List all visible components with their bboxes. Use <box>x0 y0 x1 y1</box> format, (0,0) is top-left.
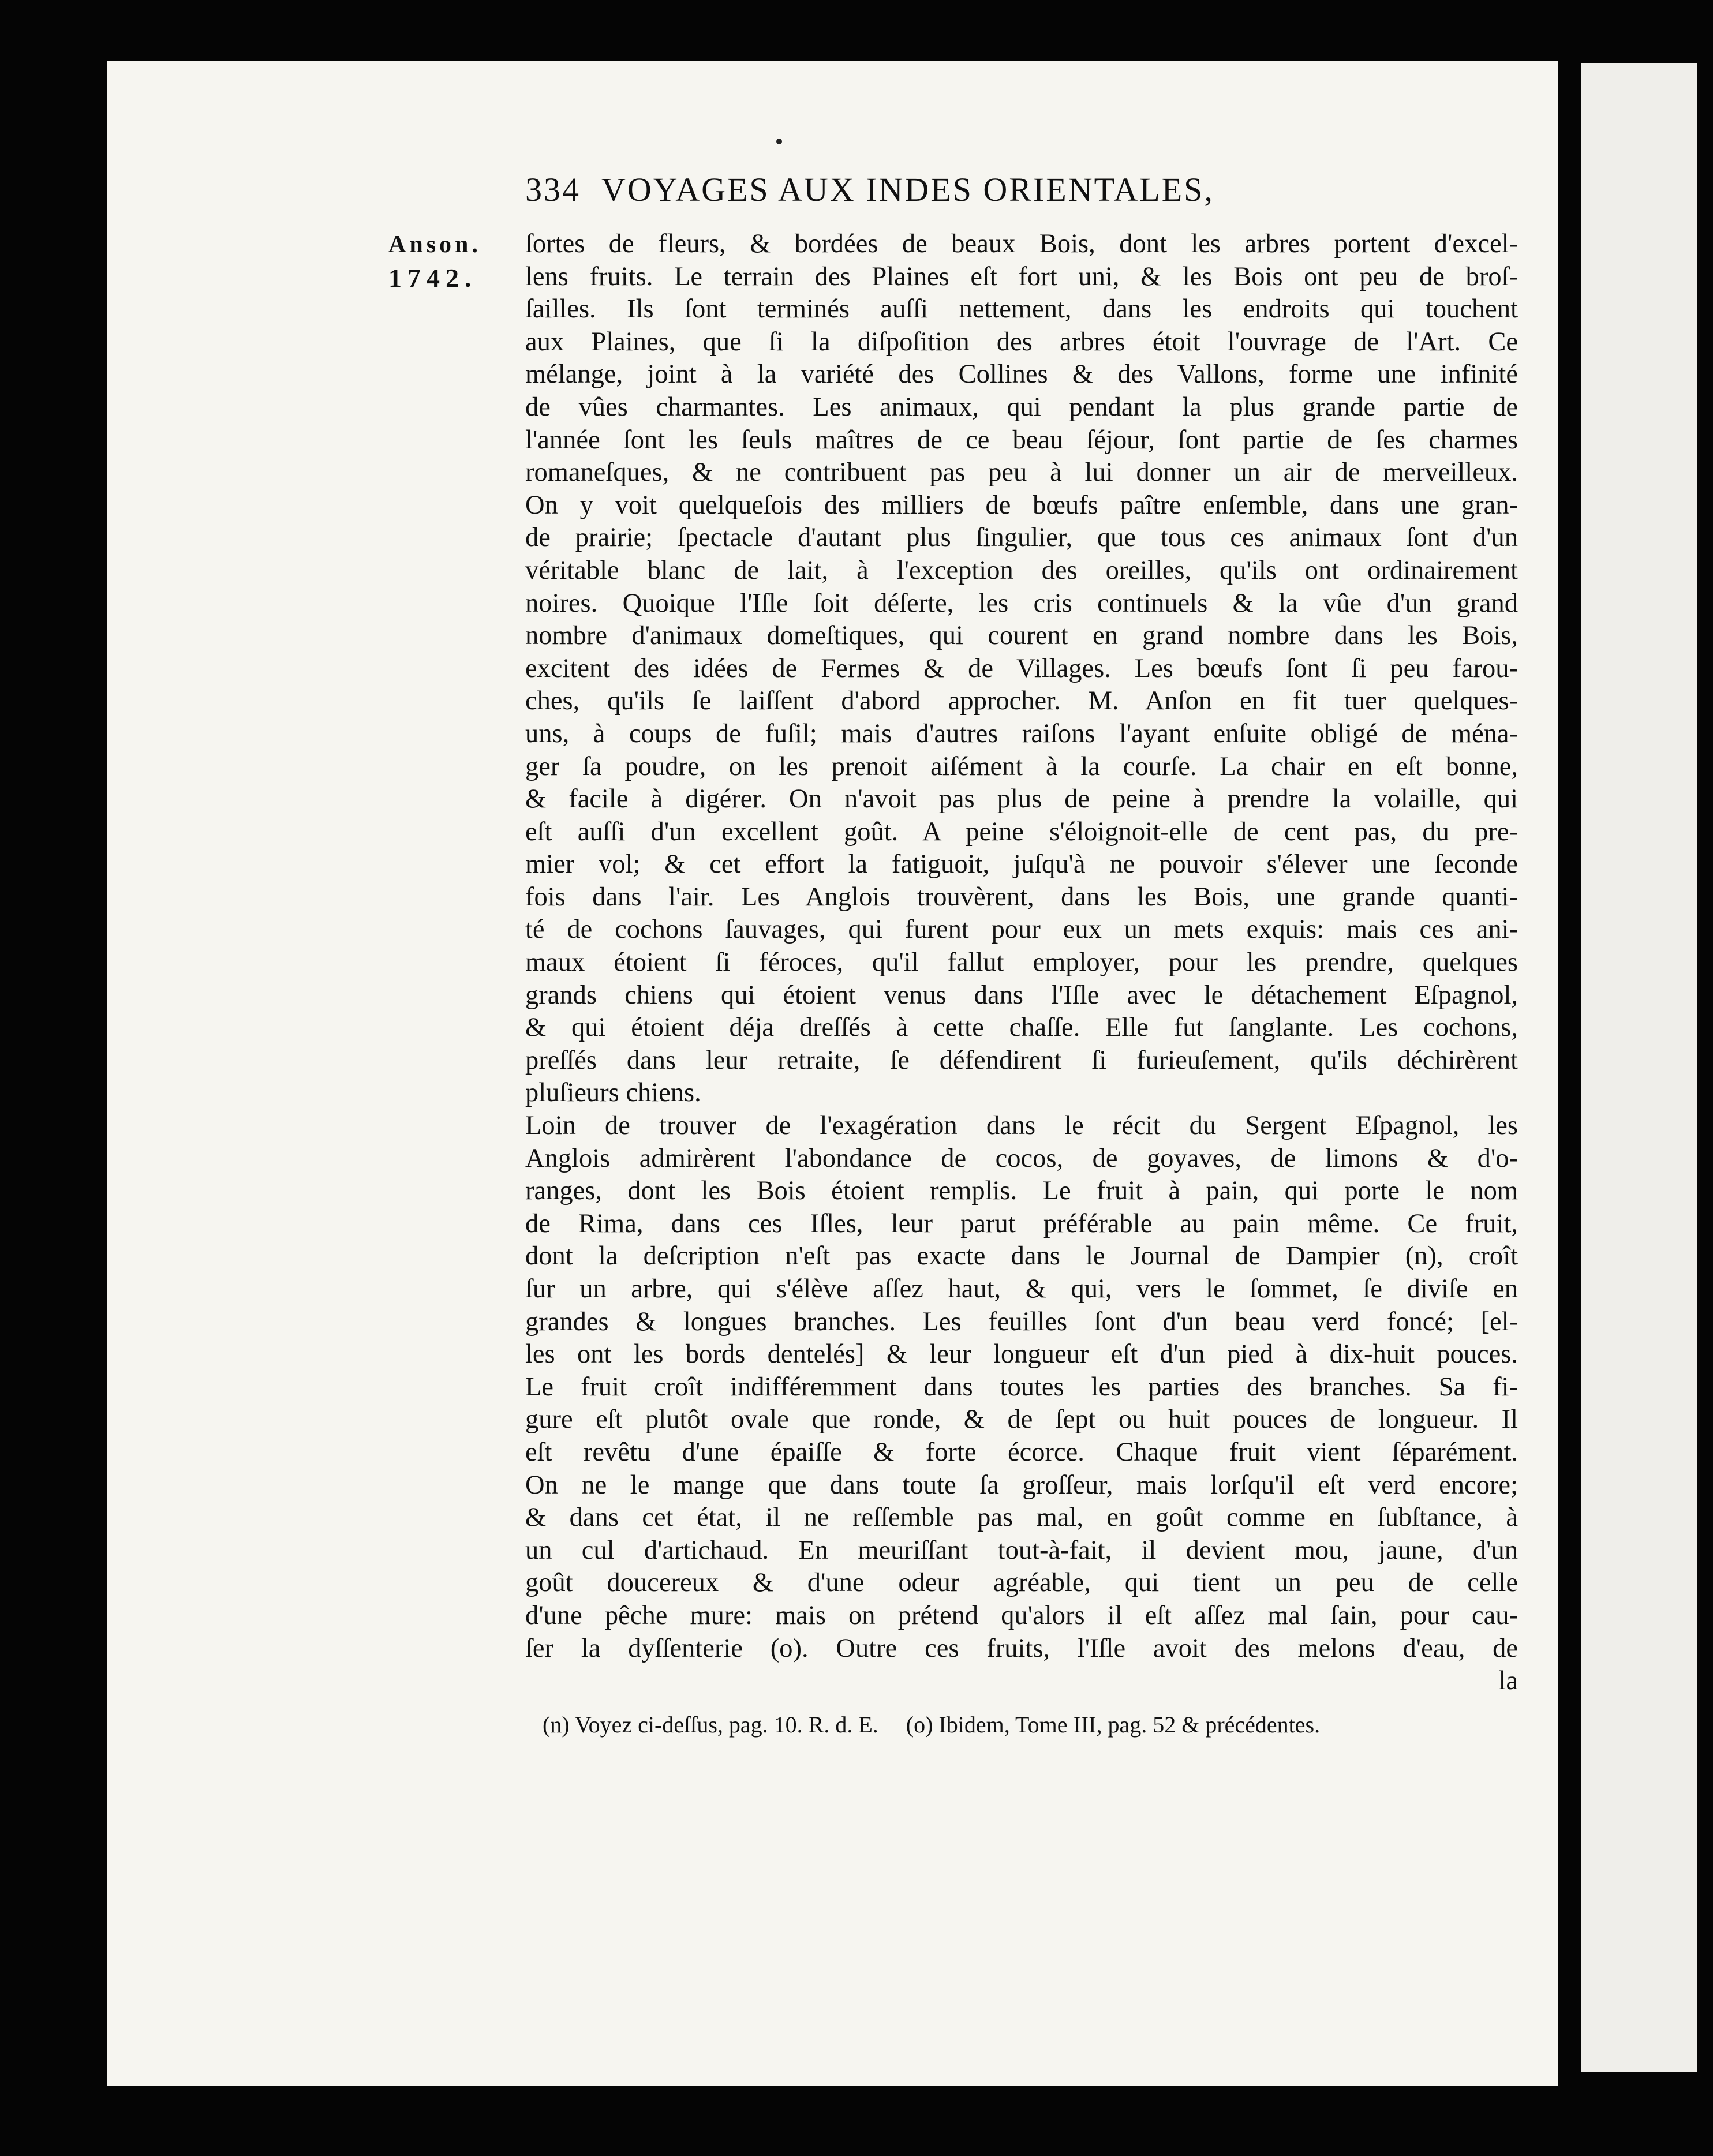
text-line: ranges, dont les Bois étoient remplis. Le fruit à pain, qui porte le nom <box>525 1176 1518 1206</box>
facing-page-edge <box>1581 63 1697 2072</box>
text-line: un cul d'artichaud. En meuriſſant tout-à-fait, il devient mou, jaune, d'un <box>525 1535 1518 1565</box>
text-line: ſer la dyſſenterie (o). Outre ces fruits, l'Iſle avoit des melons d'eau, de <box>525 1633 1518 1663</box>
text-line: & qui étoient déja dreſſés à cette chaſſe. Elle fut ſanglante. Les cochons, <box>525 1013 1518 1043</box>
running-header <box>525 170 1402 209</box>
text-line: ſailles. Ils ſont terminés auſſi nettement, dans les endroits qui touchent <box>525 294 1518 324</box>
text-line: goût doucereux & d'une odeur agréable, qui tient un peu de celle <box>525 1568 1518 1598</box>
ink-dot <box>776 139 782 144</box>
footnote-n: (n) Voyez ci-deſſus, pag. 10. R. d. E. <box>543 1712 878 1738</box>
text-line: noires. Quoique l'Iſle ſoit déſerte, les cris continuels & la vûe d'un grand <box>525 588 1518 618</box>
running-title: VOYAGES AUX INDES ORIENTALES, <box>601 171 1214 208</box>
text-line: eſt auſſi d'un excellent goût. A peine s'éloignoit-elle de cent pas, du pre- <box>525 817 1518 847</box>
text-line: ſortes de fleurs, & bordées de beaux Bois, dont les arbres portent d'excel- <box>525 229 1518 259</box>
text-line: & dans cet état, il ne reſſemble pas mal, en goût comme en ſubſtance, à <box>525 1503 1518 1533</box>
text-line: les ont les bords dentelés] & leur longueur eſt d'un pied à dix-huit pouces. <box>525 1339 1518 1369</box>
text-line: Anglois admirèrent l'abondance de cocos, de goyaves, de limons & d'o- <box>525 1143 1518 1173</box>
text-line: Loin de trouver de l'exagération dans le récit du Sergent Eſpagnol, les <box>525 1111 1518 1141</box>
text-line: uns, à coups de fuſil; mais d'autres raiſons l'ayant enſuite obligé de ména- <box>525 718 1518 748</box>
text-line: ſur un arbre, qui s'élève aſſez haut, & qui, vers le ſommet, ſe diviſe en <box>525 1274 1518 1304</box>
text-line: romaneſques, & ne contribuent pas peu à lui donner un air de merveilleux. <box>525 458 1518 488</box>
margin-note <box>388 228 504 295</box>
text-line: lens fruits. Le terrain des Plaines eſt fort uni, & les Bois ont peu de broſ- <box>525 261 1518 291</box>
text-line: preſſés dans leur retraite, ſe défendirent ſi furieuſement, qu'ils déchirèrent <box>525 1045 1518 1075</box>
footnotes <box>543 1711 1524 1738</box>
text-line: excitent des idées de Fermes & de Villages. Les bœufs ſont ſi peu farou- <box>525 653 1518 683</box>
text-line: de vûes charmantes. Les animaux, qui pendant la plus grande partie de <box>525 392 1518 422</box>
margin-year: 1742. <box>388 263 477 293</box>
text-line: grandes & longues branches. Les feuilles ſont d'un beau verd foncé; [el- <box>525 1307 1518 1337</box>
margin-name: Anson. <box>388 231 481 258</box>
body-text <box>525 228 1518 1698</box>
text-line: de Rima, dans ces Iſles, leur parut préférable au pain même. Ce fruit, <box>525 1208 1518 1238</box>
text-line: & facile à digérer. On n'avoit pas plus de peine à prendre la volaille, qui <box>525 784 1518 814</box>
text-line: d'une pêche mure: mais on prétend qu'alors il eſt aſſez mal ſain, pour cau- <box>525 1600 1518 1630</box>
text-line: dont la deſcription n'eſt pas exacte dans le Journal de Dampier (n), croît <box>525 1241 1518 1271</box>
text-line: Le fruit croît indifféremment dans toutes les parties des branches. Sa fi- <box>525 1372 1518 1402</box>
page-number: 334 <box>525 171 581 208</box>
text-line: nombre d'animaux domeſtiques, qui courent en grand nombre dans les Bois, <box>525 621 1518 651</box>
text-line: véritable blanc de lait, à l'exception des oreilles, qu'ils ont ordinairement <box>525 555 1518 585</box>
text-line: ger ſa poudre, on les prenoit aiſément à la courſe. La chair en eſt bonne, <box>525 751 1518 781</box>
text-line: mier vol; & cet effort la fatiguoit, juſqu'à ne pouvoir s'élever une ſeconde <box>525 849 1518 879</box>
catchword: la <box>1498 1666 1518 1696</box>
text-line: pluſieurs chiens. <box>525 1078 701 1108</box>
text-line: de prairie; ſpectacle d'autant plus ſingulier, que tous ces animaux ſont d'un <box>525 523 1518 553</box>
text-line: eſt revêtu d'une épaiſſe & forte écorce. Chaque fruit vient ſéparément. <box>525 1437 1518 1467</box>
text-line: té de cochons ſauvages, qui furent pour eux un mets exquis: mais ces ani- <box>525 915 1518 945</box>
text-line: gure eſt plutôt ovale que ronde, & de ſept ou huit pouces de longueur. Il <box>525 1405 1518 1435</box>
text-line: On ne le mange que dans toute ſa groſſeur, mais lorſqu'il eſt verd encore; <box>525 1470 1518 1500</box>
footnote-o: (o) Ibidem, Tome III, pag. 52 & précédentes. <box>906 1712 1321 1738</box>
text-line: ches, qu'ils ſe laiſſent d'abord approcher. M. Anſon en fit tuer quelques- <box>525 686 1518 716</box>
text-line: l'année ſont les ſeuls maîtres de ce beau ſéjour, ſont partie de ſes charmes <box>525 425 1518 455</box>
text-line: maux étoient ſi féroces, qu'il fallut employer, pour les prendre, quelques <box>525 948 1518 978</box>
text-line: mélange, joint à la variété des Collines & des Vallons, forme une infinité <box>525 360 1518 390</box>
text-line: aux Plaines, que ſi la diſpoſition des arbres étoit l'ouvrage de l'Art. Ce <box>525 327 1518 357</box>
text-line: grands chiens qui étoient venus dans l'Iſle avec le détachement Eſpagnol, <box>525 980 1518 1010</box>
text-line: fois dans l'air. Les Anglois trouvèrent, dans les Bois, une grande quanti- <box>525 882 1518 912</box>
text-line: On y voit quelqueſois des milliers de bœufs paître enſemble, dans une gran- <box>525 490 1518 520</box>
